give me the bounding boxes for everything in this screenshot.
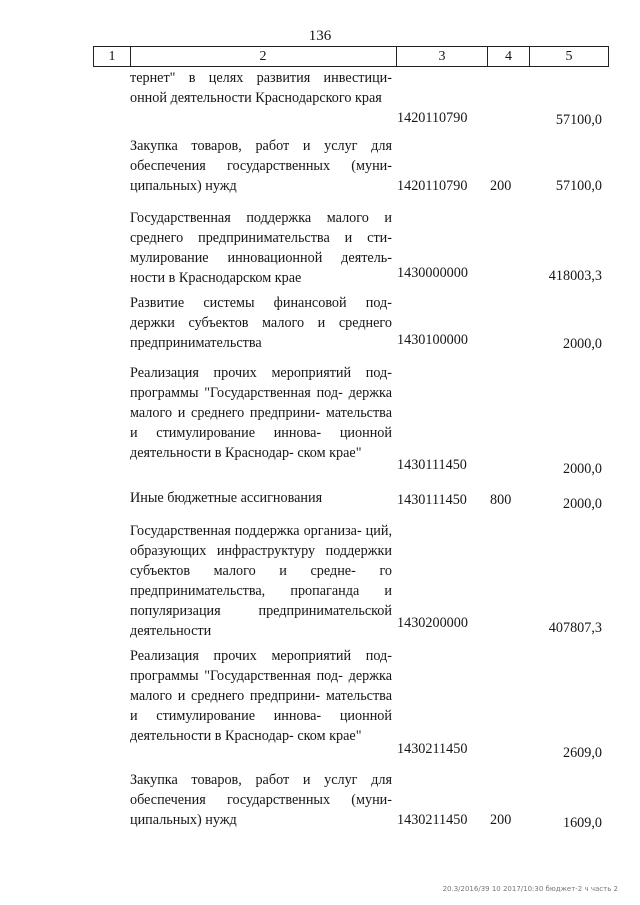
row-description: Закупка товаров, работ и услуг для обеспечения государственных (муни- ципальных) нужд bbox=[130, 138, 392, 194]
row-code: 1420110790 bbox=[397, 110, 468, 126]
row-code: 1430211450 bbox=[397, 812, 468, 828]
row-amount: 57100,0 bbox=[555, 178, 602, 194]
row-code: 1430111450 bbox=[397, 457, 467, 473]
column-header-2: 2 bbox=[130, 46, 397, 67]
row-code: 1420110790 bbox=[397, 178, 468, 194]
page-number: 136 bbox=[308, 28, 332, 44]
column-header-5: 5 bbox=[530, 46, 609, 67]
row-amount: 418003,3 bbox=[548, 268, 602, 284]
row-description: Реализация прочих мероприятий под- программы "Государственная под- держка малого и среднего предприни- мательства и стимулирование иннова- ционной деятельности в Краснодар- ском крае" bbox=[130, 365, 392, 461]
row-type: 200 bbox=[490, 178, 512, 194]
footer-stamp: 20.3/2016/39 10 2017/10:30 бюджет-2 ч часть 2 bbox=[442, 885, 618, 893]
row-description: Государственная поддержка организа- ций, образующих инфраструктуру поддержки субъектов малого и средне- го предпринимательства, пропаганда и популяризация предпринимательской деятельности bbox=[130, 523, 392, 639]
row-description: Иные бюджетные ассигнования bbox=[130, 490, 323, 506]
row-description: Развитие системы финансовой под- держки субъектов малого и среднего предпринимательства bbox=[130, 295, 392, 351]
row-amount: 2609,0 bbox=[562, 745, 602, 761]
row-description: Закупка товаров, работ и услуг для обеспечения государственных (муни- ципальных) нужд bbox=[130, 772, 392, 828]
row-code: 1430100000 bbox=[397, 332, 468, 348]
column-header-3: 3 bbox=[397, 46, 488, 67]
row-amount: 2000,0 bbox=[562, 461, 602, 477]
row-amount: 407807,3 bbox=[548, 620, 602, 636]
row-type: 200 bbox=[490, 812, 512, 828]
column-header-1: 1 bbox=[93, 46, 131, 67]
row-amount: 2000,0 bbox=[562, 496, 602, 512]
row-code: 1430000000 bbox=[397, 265, 468, 281]
column-header-4: 4 bbox=[488, 46, 530, 67]
row-description: тернет" в целях развития инвестици- онной деятельности Краснодарского края bbox=[130, 70, 392, 106]
row-code: 1430111450 bbox=[397, 492, 467, 508]
row-code: 1430211450 bbox=[397, 741, 468, 757]
row-amount: 1609,0 bbox=[562, 815, 602, 831]
row-code: 1430200000 bbox=[397, 615, 468, 631]
row-type: 800 bbox=[490, 492, 512, 508]
row-description: Государственная поддержка малого и среднего предпринимательства и сти- мулирование инновационной деятель- ности в Краснодарском крае bbox=[130, 210, 392, 286]
row-amount: 2000,0 bbox=[562, 336, 602, 352]
row-amount: 57100,0 bbox=[555, 112, 602, 128]
row-description: Реализация прочих мероприятий под- программы "Государственная под- держка малого и среднего предприни- мательства и стимулирование иннова- ционной деятельности в Краснодар- ском крае" bbox=[130, 648, 392, 744]
